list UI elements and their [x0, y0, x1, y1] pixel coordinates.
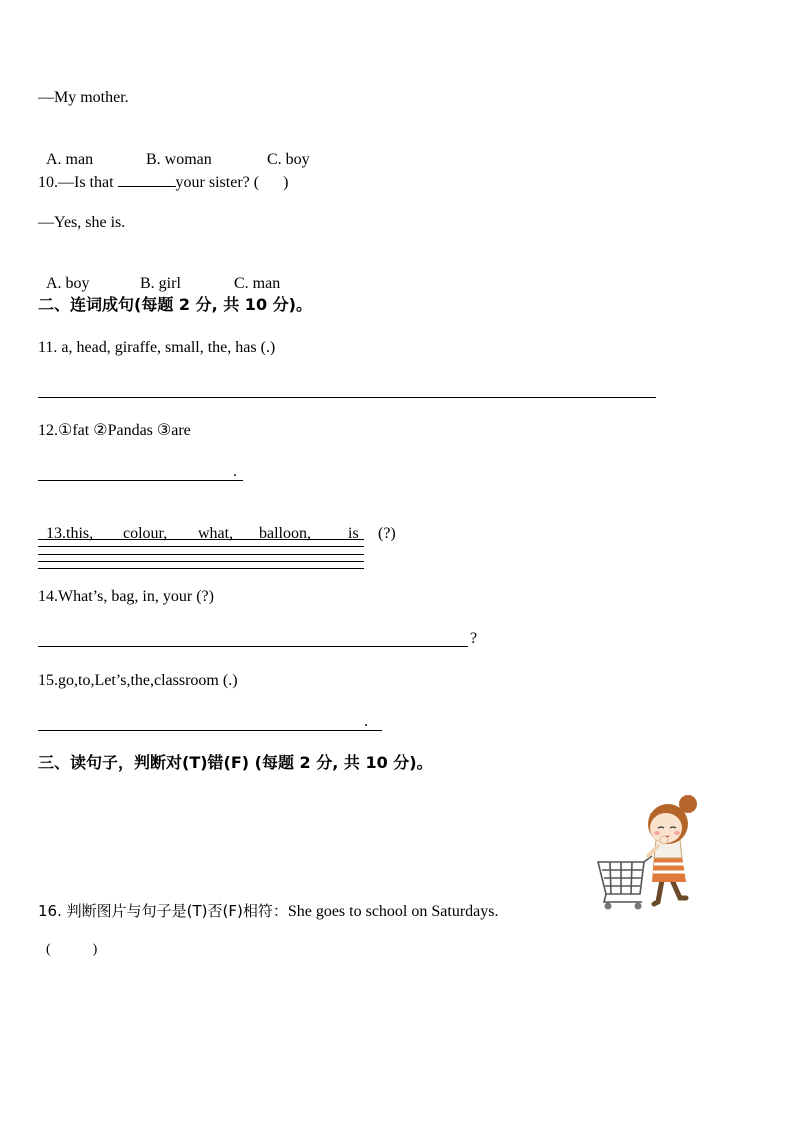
q13-writing-line[interactable] — [38, 568, 364, 569]
q15-answer-line[interactable] — [38, 730, 382, 731]
q12-prompt: 12.①fat ②Pandas ③are — [38, 422, 191, 439]
q10-option-b[interactable]: B. girl — [140, 275, 181, 292]
q15-prompt: 15.go,to,Let’s,the,classroom (.) — [38, 672, 238, 689]
q15-end-mark: . — [364, 713, 368, 730]
q9-options — [38, 130, 310, 170]
q16-prompt — [38, 901, 498, 922]
q16-prompt-cn: 16. 判断图片与句子是(T)否(F)相符： — [38, 902, 288, 920]
section-2-title: 二、连词成句(每题 2 分, 共 10 分)。 — [38, 295, 312, 314]
q10-options — [38, 254, 280, 294]
q9-option-c[interactable]: C. boy — [267, 151, 310, 168]
q10-prefix: 10.—Is that — [38, 174, 118, 191]
q10-option-a[interactable]: A. boy — [46, 275, 90, 292]
q13-word: what, — [198, 525, 234, 542]
q13-word: balloon, — [259, 525, 311, 542]
girl-shopping-cart-illustration — [596, 790, 704, 914]
q16-answer-box[interactable]: ( ) — [46, 942, 98, 957]
q9-option-b[interactable]: B. woman — [146, 151, 212, 168]
shopping-cart-icon — [598, 856, 652, 902]
q13-writing-line[interactable] — [38, 561, 364, 562]
q13-writing-line[interactable] — [38, 546, 364, 547]
section-3-title: 三、读句子，判断对(T)错(F) (每题 2 分, 共 10 分)。 — [38, 753, 433, 772]
q14-prompt: 14.What’s, bag, in, your (?) — [38, 588, 214, 605]
q13-prompt — [38, 504, 396, 544]
q13-word: colour, — [123, 525, 168, 542]
q10-suffix: your sister? ( ) — [175, 174, 289, 191]
q10-blank[interactable] — [118, 171, 176, 187]
q14-answer-line[interactable] — [38, 646, 468, 647]
q16-prompt-en: She goes to school on Saturdays. — [287, 903, 499, 920]
q12-end-mark: . — [233, 463, 237, 480]
q11-answer-line[interactable] — [38, 397, 656, 398]
q9-answer-line: —My mother. — [38, 89, 129, 106]
q13-word: 13.this, — [46, 525, 94, 542]
q13-writing-line[interactable] — [38, 554, 364, 555]
q10-question — [38, 171, 288, 193]
q10-option-c[interactable]: C. man — [234, 275, 281, 292]
q13-word: (?) — [378, 525, 396, 542]
q12-answer-line[interactable] — [38, 480, 243, 481]
q13-writing-line[interactable] — [38, 539, 364, 540]
q13-word: is — [348, 525, 359, 542]
q14-end-mark: ? — [470, 630, 478, 647]
q9-option-a[interactable]: A. man — [46, 151, 94, 168]
q11-prompt: 11. a, head, giraffe, small, the, has (.) — [38, 339, 276, 356]
q10-answer-line: —Yes, she is. — [38, 214, 126, 231]
